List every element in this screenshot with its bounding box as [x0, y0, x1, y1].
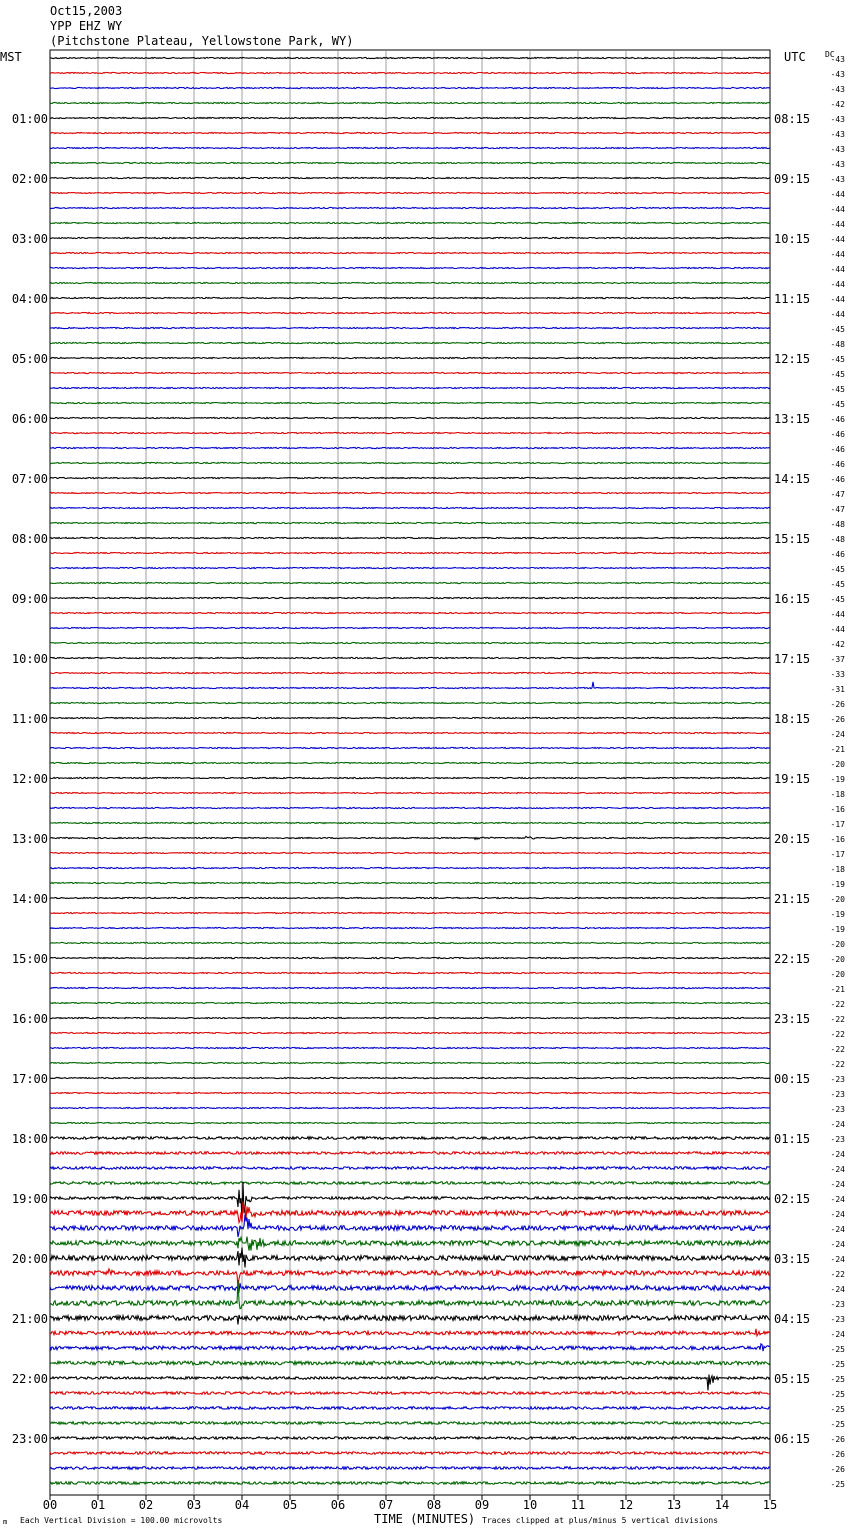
trace-row: [50, 162, 770, 163]
trace-row: [50, 852, 770, 853]
trace-row: [50, 327, 770, 328]
dc-value: -25: [830, 1375, 845, 1384]
hour-label-mst: 04:00: [11, 292, 48, 306]
trace-row: [50, 1137, 770, 1140]
trace-row: [50, 1047, 770, 1048]
x-tick-label: 10: [522, 1498, 538, 1512]
trace-row: [50, 357, 770, 358]
dc-value: -33: [830, 670, 845, 679]
dc-value: -18: [830, 790, 845, 799]
trace-row: [50, 1182, 770, 1185]
trace-row: [50, 762, 770, 763]
dc-value: -24: [830, 1195, 845, 1204]
dc-value: -25: [830, 1480, 845, 1489]
trace-row: [50, 657, 770, 658]
trace-row: [50, 1248, 770, 1268]
trace-row: [50, 1392, 770, 1395]
hour-label-utc: 12:15: [774, 352, 811, 366]
trace-row: [50, 1269, 770, 1287]
trace-row: [50, 1107, 770, 1108]
trace-row: [50, 582, 770, 583]
x-tick-label: 00: [42, 1498, 58, 1512]
dc-value: -23: [830, 1315, 845, 1324]
dc-value: -22: [830, 1045, 845, 1054]
trace-row: [50, 342, 770, 343]
dc-value: -22: [830, 1015, 845, 1024]
trace-row: [50, 957, 770, 958]
dc-value: -24: [830, 1165, 845, 1174]
dc-value: -18: [830, 865, 845, 874]
trace-row: [50, 552, 770, 553]
dc-value: -44: [830, 190, 845, 199]
trace-row: [50, 102, 770, 103]
dc-value: -24: [830, 1180, 845, 1189]
hour-label-utc: 20:15: [774, 832, 811, 846]
hour-label-mst: 23:00: [11, 1432, 48, 1446]
dc-value: -17: [830, 850, 845, 859]
dc-value: -24: [830, 1240, 845, 1249]
dc-value: -24: [830, 1285, 845, 1294]
hour-label-mst: 19:00: [11, 1192, 48, 1206]
trace-row: [50, 1375, 770, 1391]
header-location: (Pitchstone Plateau, Yellowstone Park, WY): [50, 34, 354, 48]
dc-value: -19: [830, 775, 845, 784]
dc-value: -16: [830, 835, 845, 844]
dc-value: -25: [830, 1360, 845, 1369]
trace-row: [50, 897, 770, 898]
dc-value: -19: [830, 880, 845, 889]
dc-value: -44: [830, 235, 845, 244]
trace-row: [50, 1214, 770, 1237]
trace-row: [50, 297, 770, 298]
x-tick-label: 04: [234, 1498, 250, 1512]
trace-row: [50, 972, 770, 973]
dc-value: -44: [830, 205, 845, 214]
x-tick-label: 03: [186, 1498, 202, 1512]
dc-value: -43: [830, 130, 845, 139]
dc-value: -44: [830, 250, 845, 259]
trace-row: [50, 672, 770, 673]
trace-row: [50, 1092, 770, 1093]
trace-row: [50, 402, 770, 403]
trace-row: [50, 717, 770, 718]
dc-value: -44: [830, 310, 845, 319]
trace-row: [50, 1437, 770, 1440]
hour-label-utc: 02:15: [774, 1192, 811, 1206]
trace-row: [50, 1283, 770, 1292]
hour-label-mst: 09:00: [11, 592, 48, 606]
hour-label-utc: 09:15: [774, 172, 811, 186]
hour-label-mst: 22:00: [11, 1372, 48, 1386]
trace-row: [50, 732, 770, 733]
trace-row: [50, 237, 770, 238]
trace-row: [50, 1032, 770, 1033]
dc-value: -20: [830, 895, 845, 904]
trace-row: [50, 447, 770, 448]
dc-value: -21: [830, 745, 845, 754]
trace-row: [50, 836, 770, 839]
dc-value: -43: [830, 70, 845, 79]
trace-row: [50, 72, 770, 73]
dc-value: -47: [830, 505, 845, 514]
dc-value: -24: [830, 1120, 845, 1129]
dc-value: -45: [830, 385, 845, 394]
dc-value: -24: [830, 1150, 845, 1159]
hour-label-utc: 15:15: [774, 532, 811, 546]
scale-note: Each Vertical Division = 100.00 microvolts: [20, 1516, 223, 1525]
dc-value: -37: [830, 655, 845, 664]
trace-row: [50, 222, 770, 223]
trace-row: [50, 117, 770, 118]
x-tick-label: 01: [90, 1498, 106, 1512]
dc-value: -20: [830, 955, 845, 964]
trace-row: [50, 1167, 770, 1170]
dc-value: -44: [830, 280, 845, 289]
right-timezone-label: UTC: [784, 50, 806, 64]
hour-label-utc: 04:15: [774, 1312, 811, 1326]
dc-value: -45: [830, 400, 845, 409]
trace-row: [50, 507, 770, 508]
dc-value: -31: [830, 685, 845, 694]
clip-note: Traces clipped at plus/minus 5 vertical divisions: [482, 1516, 719, 1525]
dc-value: -43: [830, 145, 845, 154]
hour-label-mst: 01:00: [11, 112, 48, 126]
x-tick-label: 13: [666, 1498, 682, 1512]
trace-row: [50, 1152, 770, 1155]
trace-row: [50, 1407, 770, 1410]
dc-value: -23: [830, 1135, 845, 1144]
trace-row: [50, 432, 770, 433]
x-tick-label: 12: [618, 1498, 634, 1512]
x-tick-label: 07: [378, 1498, 394, 1512]
trace-row: [50, 927, 770, 928]
hour-label-utc: 10:15: [774, 232, 811, 246]
trace-row: [50, 132, 770, 133]
dc-value: -19: [830, 910, 845, 919]
dc-value: -20: [830, 940, 845, 949]
trace-row: [50, 252, 770, 253]
trace-row: [50, 1361, 770, 1365]
dc-value: -43: [830, 85, 845, 94]
trace-row: [50, 1077, 770, 1078]
trace-row: [50, 267, 770, 268]
dc-value: -45: [830, 565, 845, 574]
hour-label-mst: 11:00: [11, 712, 48, 726]
trace-row: [50, 987, 770, 988]
trace-row: [50, 177, 770, 178]
trace-row: [50, 312, 770, 313]
hour-label-mst: 14:00: [11, 892, 48, 906]
dc-value: -25: [830, 1420, 845, 1429]
dc-value: -47: [830, 490, 845, 499]
trace-row: [50, 207, 770, 208]
dc-value: -44: [830, 220, 845, 229]
trace-row: [50, 1344, 770, 1351]
hour-label-utc: 01:15: [774, 1132, 811, 1146]
trace-row: [50, 1422, 770, 1425]
hour-label-mst: 06:00: [11, 412, 48, 426]
dc-value: -22: [830, 1270, 845, 1279]
trace-row: [50, 282, 770, 283]
dc-value: -20: [830, 970, 845, 979]
trace-row: [50, 1201, 770, 1222]
x-tick-label: 09: [474, 1498, 490, 1512]
trace-row: [50, 792, 770, 793]
dc-value: -24: [830, 1225, 845, 1234]
hour-label-utc: 03:15: [774, 1252, 811, 1266]
dc-value: -45: [830, 355, 845, 364]
trace-row: [50, 477, 770, 478]
trace-row: [50, 747, 770, 748]
hour-label-utc: 18:15: [774, 712, 811, 726]
x-tick-label: 11: [570, 1498, 586, 1512]
trace-row: [50, 1237, 770, 1251]
hour-label-mst: 16:00: [11, 1012, 48, 1026]
hour-label-mst: 12:00: [11, 772, 48, 786]
trace-row: [50, 462, 770, 463]
trace-row: [50, 387, 770, 388]
dc-value: -43: [830, 55, 845, 64]
trace-row: [50, 1062, 770, 1063]
x-tick-label: 02: [138, 1498, 154, 1512]
trace-row: [50, 942, 770, 943]
hour-label-utc: 14:15: [774, 472, 811, 486]
x-tick-label: 06: [330, 1498, 346, 1512]
dc-value: -42: [830, 640, 845, 649]
hour-label-utc: 23:15: [774, 1012, 811, 1026]
trace-row: [50, 147, 770, 148]
header-date: Oct15,2003: [50, 4, 123, 18]
dc-value: -20: [830, 760, 845, 769]
dc-value: -23: [830, 1075, 845, 1084]
dc-value: -26: [830, 715, 845, 724]
x-tick-label: 14: [714, 1498, 730, 1512]
hour-label-mst: 07:00: [11, 472, 48, 486]
trace-row: [50, 912, 770, 913]
hour-label-utc: 22:15: [774, 952, 811, 966]
hour-label-utc: 13:15: [774, 412, 811, 426]
hour-label-mst: 03:00: [11, 232, 48, 246]
trace-row: [50, 702, 770, 703]
trace-row: [50, 597, 770, 598]
dc-value: -46: [830, 550, 845, 559]
dc-value: -45: [830, 595, 845, 604]
dc-value: -23: [830, 1105, 845, 1114]
trace-row: [50, 57, 770, 58]
trace-row: [50, 867, 770, 868]
hour-label-mst: 15:00: [11, 952, 48, 966]
trace-row: [50, 822, 770, 823]
x-tick-label: 15: [762, 1498, 778, 1512]
trace-row: [50, 612, 770, 613]
dc-value: -45: [830, 580, 845, 589]
dc-value: -19: [830, 925, 845, 934]
dc-value: -46: [830, 460, 845, 469]
trace-row: [50, 1452, 770, 1455]
trace-row: [50, 627, 770, 628]
trace-row: [50, 87, 770, 88]
trace-row: [50, 642, 770, 643]
hour-label-utc: 08:15: [774, 112, 811, 126]
dc-value: -46: [830, 430, 845, 439]
trace-row: [50, 1280, 770, 1308]
dc-value: -24: [830, 1330, 845, 1339]
trace-row: [50, 1017, 770, 1018]
dc-value: -46: [830, 475, 845, 484]
dc-value: -48: [830, 520, 845, 529]
dc-value: -46: [830, 415, 845, 424]
dc-value: -23: [830, 1300, 845, 1309]
hour-label-mst: 10:00: [11, 652, 48, 666]
dc-value: -26: [830, 1435, 845, 1444]
trace-row: [50, 522, 770, 523]
dc-value: -17: [830, 820, 845, 829]
trace-row: [50, 492, 770, 493]
trace-row: [50, 1002, 770, 1003]
dc-value: -22: [830, 1030, 845, 1039]
trace-row: [50, 1122, 770, 1123]
dc-value: -24: [830, 730, 845, 739]
trace-row: [50, 807, 770, 808]
dc-value: -24: [830, 1255, 845, 1264]
x-tick-label: 05: [282, 1498, 298, 1512]
dc-value: -22: [830, 1060, 845, 1069]
trace-row: [50, 1315, 770, 1325]
hour-label-utc: 06:15: [774, 1432, 811, 1446]
dc-value: -44: [830, 265, 845, 274]
dc-value: -22: [830, 1000, 845, 1009]
hour-label-utc: 16:15: [774, 592, 811, 606]
dc-label: DC: [825, 50, 835, 59]
dc-value: -25: [830, 1390, 845, 1399]
trace-row: [50, 777, 770, 778]
hour-label-mst: 13:00: [11, 832, 48, 846]
trace-row: [50, 372, 770, 373]
dc-value: -44: [830, 625, 845, 634]
hour-label-mst: 18:00: [11, 1132, 48, 1146]
hour-label-utc: 11:15: [774, 292, 811, 306]
dc-value: -21: [830, 985, 845, 994]
hour-label-mst: 05:00: [11, 352, 48, 366]
trace-row: [50, 567, 770, 568]
trace-row: [50, 537, 770, 538]
trace-row: [50, 1467, 770, 1470]
hour-label-utc: 00:15: [774, 1072, 811, 1086]
hour-label-utc: 05:15: [774, 1372, 811, 1386]
hour-label-mst: 20:00: [11, 1252, 48, 1266]
trace-row: [50, 1482, 770, 1485]
dc-value: -26: [830, 700, 845, 709]
dc-value: -43: [830, 160, 845, 169]
hour-label-mst: 02:00: [11, 172, 48, 186]
dc-value: -44: [830, 295, 845, 304]
dc-value: -43: [830, 175, 845, 184]
dc-value: -23: [830, 1090, 845, 1099]
dc-value: -45: [830, 370, 845, 379]
header-station: YPP EHZ WY: [50, 19, 123, 33]
hour-label-mst: 21:00: [11, 1312, 48, 1326]
x-tick-label: 08: [426, 1498, 442, 1512]
dc-value: -43: [830, 115, 845, 124]
dc-value: -24: [830, 1210, 845, 1219]
hour-label-mst: 17:00: [11, 1072, 48, 1086]
left-timezone-label: MST: [0, 50, 22, 64]
dc-value: -45: [830, 325, 845, 334]
trace-row: [50, 682, 770, 689]
dc-value: -46: [830, 445, 845, 454]
dc-value: -44: [830, 610, 845, 619]
trace-row: [50, 417, 770, 418]
dc-value: -26: [830, 1465, 845, 1474]
trace-row: [50, 192, 770, 193]
trace-row: [50, 1329, 770, 1336]
dc-value: -16: [830, 805, 845, 814]
hour-label-utc: 21:15: [774, 892, 811, 906]
hour-label-utc: 19:15: [774, 772, 811, 786]
trace-row: [50, 1182, 770, 1222]
hour-label-mst: 08:00: [11, 532, 48, 546]
dc-value: -48: [830, 535, 845, 544]
dc-value: -26: [830, 1450, 845, 1459]
dc-value: -25: [830, 1345, 845, 1354]
corner-mark: m: [3, 1518, 8, 1526]
dc-value: -25: [830, 1405, 845, 1414]
hour-label-utc: 17:15: [774, 652, 811, 666]
dc-value: -48: [830, 340, 845, 349]
trace-row: [50, 882, 770, 883]
x-axis-label: TIME (MINUTES): [374, 1512, 476, 1526]
plot-frame: [50, 50, 770, 1495]
dc-value: -42: [830, 100, 845, 109]
